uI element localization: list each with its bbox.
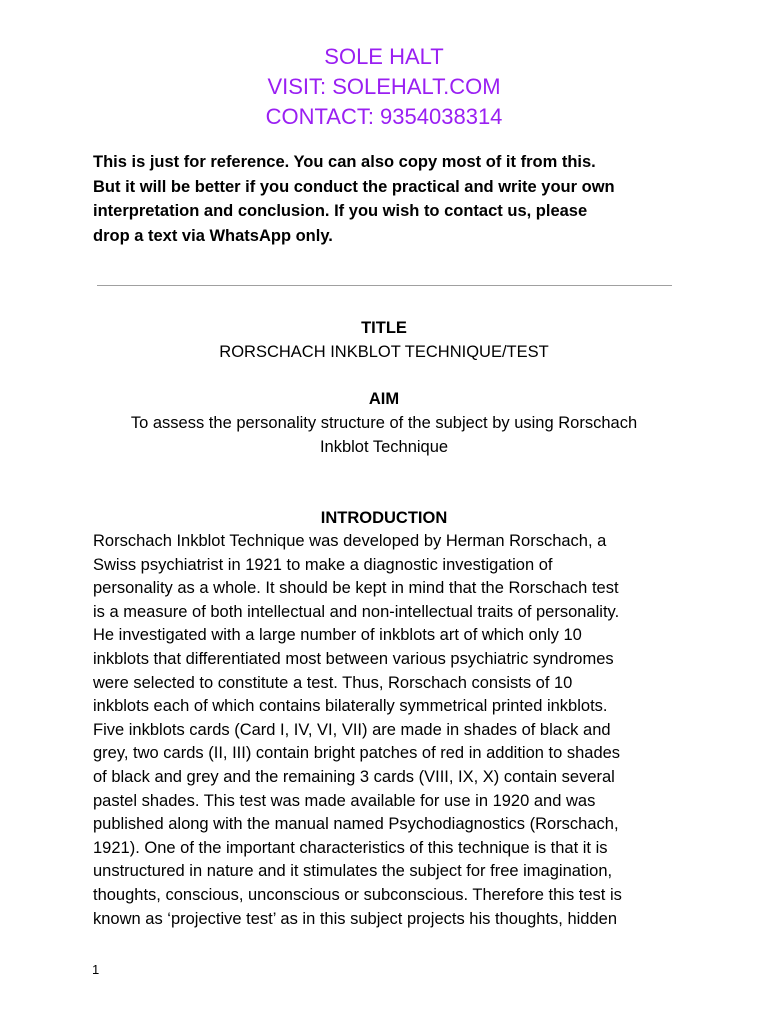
paragraph-line: Five inkblots cards (Card I, IV, VI, VII) are made in shades of black and [93, 720, 611, 739]
header-brand: SOLE HALT [324, 44, 444, 69]
paragraph-line: of black and grey and the remaining 3 cards (VIII, IX, X) contain several [93, 767, 615, 786]
paragraph-line: were selected to constitute a test. Thus, Rorschach consists of 10 [93, 673, 573, 692]
header-website: VISIT: SOLEHALT.COM [267, 74, 501, 99]
page-number: 1 [92, 962, 100, 977]
paragraph-line: Rorschach Inkblot Technique was developed by Herman Rorschach, a [93, 532, 607, 550]
introduction-heading: INTRODUCTION [320, 509, 448, 527]
aim-line: To assess the personality structure of the subject by using Rorschach [130, 414, 638, 432]
note-line: This is just for reference. You can also copy most of it from this. [93, 153, 596, 171]
paragraph-line: inkblots each of which contains bilaterally symmetrical printed inkblots. [93, 697, 608, 716]
paragraph-line: 1921). One of the important characteristics of this technique is that it is [93, 838, 608, 857]
paragraph-line: grey, two cards (II, III) contain bright patches of red in addition to shades [93, 744, 621, 763]
watermark-header [0, 42, 768, 132]
paragraph-line: published along with the manual named Psychodiagnostics (Rorschach, [93, 815, 619, 834]
paragraph-line: is a measure of both intellectual and non-intellectual traits of personality. [93, 602, 620, 621]
header-contact: CONTACT: 9354038314 [265, 104, 503, 129]
note-line: interpretation and conclusion. If you wish to contact us, please [93, 202, 588, 220]
introduction-section-heading [0, 506, 768, 530]
paragraph-line: inkblots that differentiated most between various psychiatric syndromes [93, 649, 614, 668]
note-line: drop a text via WhatsApp only. [93, 226, 333, 245]
paragraph-line: known as ‘projective test’ as in this subject projects his thoughts, hidden [93, 909, 618, 928]
paragraph-line: He investigated with a large number of inkblots art of which only 10 [93, 626, 582, 645]
title-text: RORSCHACH INKBLOT TECHNIQUE/TEST [219, 343, 549, 361]
note-line: But it will be better if you conduct the practical and write your own [93, 177, 615, 196]
aim-section [0, 387, 768, 459]
paragraph-line: personality as a whole. It should be kept in mind that the Rorschach test [93, 579, 619, 598]
title-heading: TITLE [361, 319, 407, 337]
aim-heading: AIM [368, 390, 400, 408]
paragraph-line: Swiss psychiatrist in 1921 to make a diagnostic investigation of [93, 555, 553, 574]
horizontal-divider [97, 285, 672, 286]
paragraph-line: pastel shades. This test was made available for use in 1920 and was [93, 791, 596, 810]
title-section [0, 316, 768, 364]
introduction-body [93, 530, 683, 931]
aim-line: Inkblot Technique [319, 438, 449, 456]
paragraph-line: unstructured in nature and it stimulates the subject for free imagination, [93, 862, 613, 881]
paragraph-line: thoughts, conscious, unconscious or subconscious. Therefore this test is [93, 885, 622, 904]
reference-note [93, 150, 693, 248]
